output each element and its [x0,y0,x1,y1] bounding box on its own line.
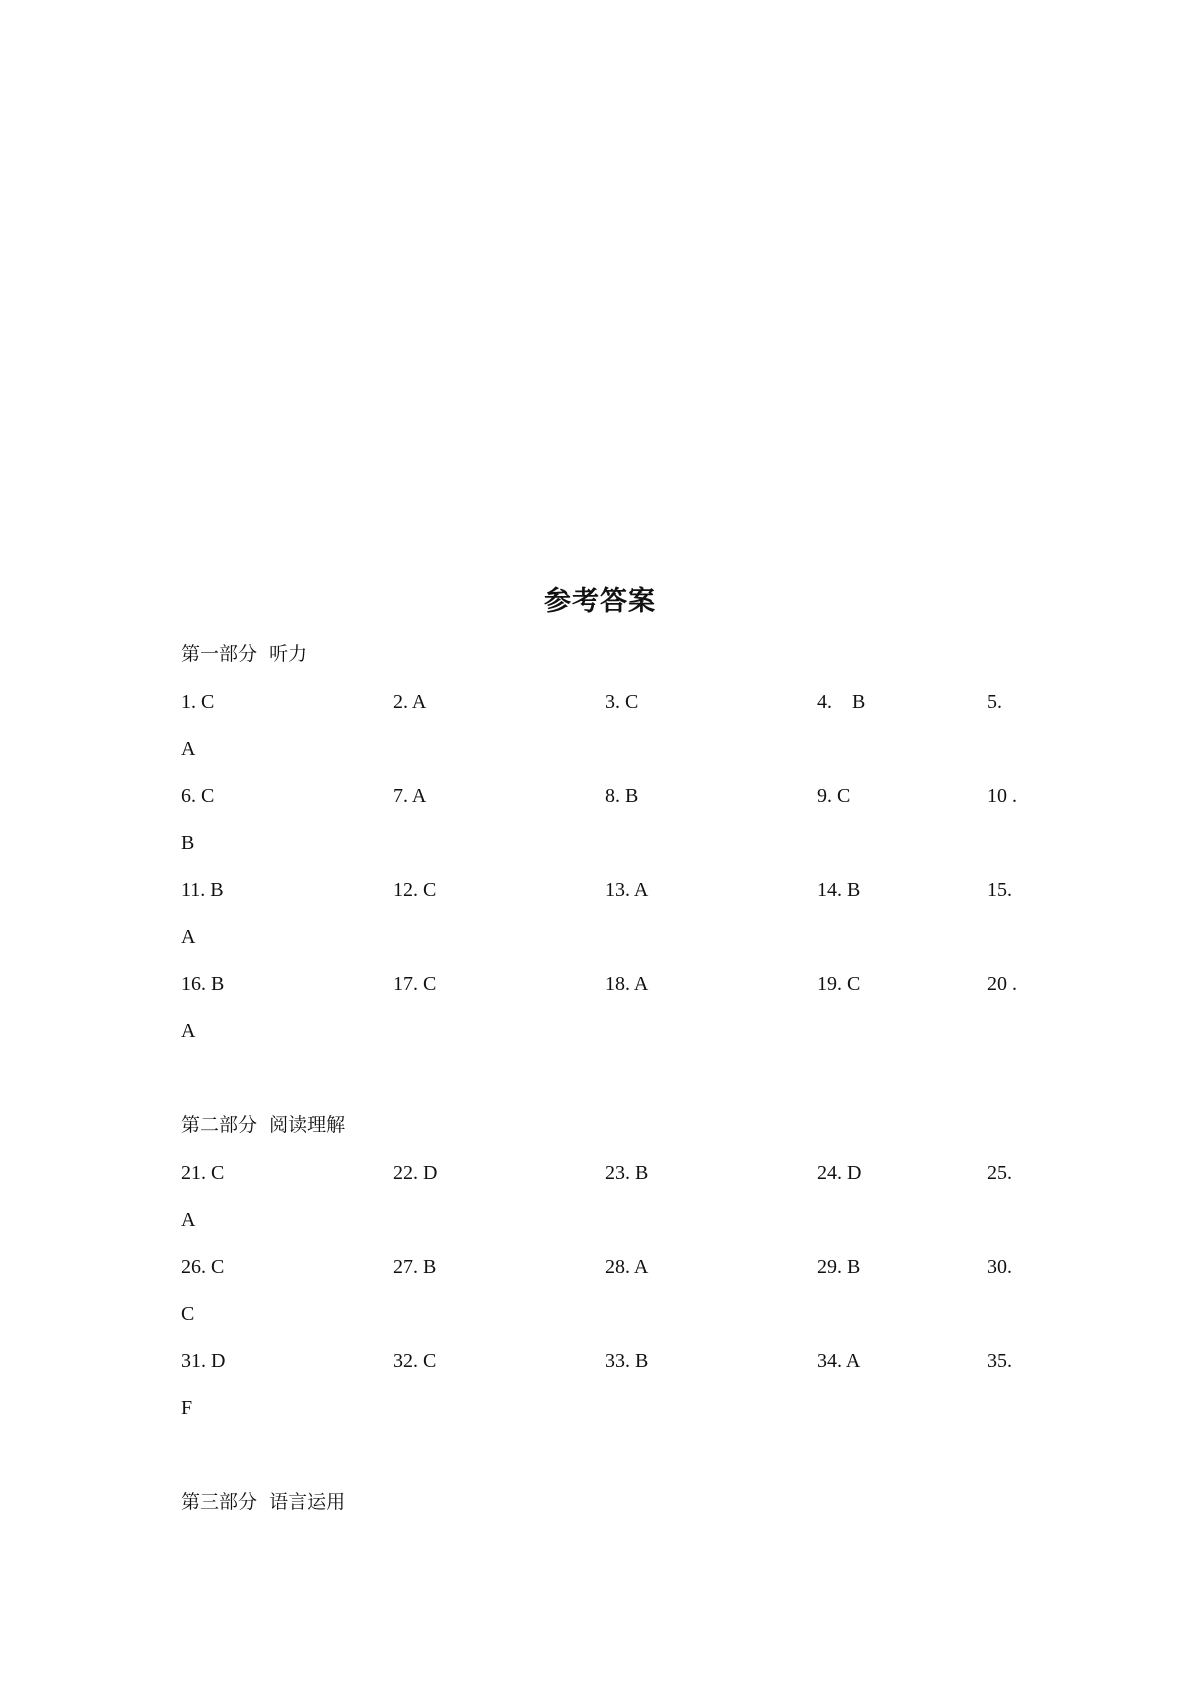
answer-item: 6. C [181,785,215,807]
answer-row [0,970,1200,1064]
answer-item: 24. D [817,1162,862,1184]
answer-item: 22. D [393,1162,438,1184]
answer-item: 21. C [181,1162,225,1184]
answer-row [0,1253,1200,1347]
answer-wrap-letter: A [181,926,196,948]
answer-item: 34. A [817,1350,861,1372]
answer-item: 23. B [605,1162,649,1184]
answer-item: 30. [987,1256,1012,1278]
answer-item: 9. C [817,785,851,807]
answer-row [0,876,1200,970]
answer-item: 4. B [817,691,866,713]
answer-item: 13. A [605,879,649,901]
answer-item: 12. C [393,879,437,901]
answer-item: 2. A [393,691,427,713]
answer-item: 32. C [393,1350,437,1372]
answer-item: 20 . [987,973,1017,995]
answer-wrap-letter: A [181,1209,196,1231]
answer-item: 27. B [393,1256,437,1278]
answer-item: 25. [987,1162,1012,1184]
answer-item: 26. C [181,1256,225,1278]
answer-item: 35. [987,1350,1012,1372]
answer-item: 16. B [181,973,225,995]
answer-row [0,1347,1200,1441]
answer-item: 3. C [605,691,639,713]
page-title: 参考答案 [544,586,656,617]
answer-item: 1. C [181,691,215,713]
answer-item: 8. B [605,785,639,807]
answer-wrap-letter: A [181,738,196,760]
answer-row [0,1159,1200,1253]
answer-item: 17. C [393,973,437,995]
answer-wrap-letter: A [181,1020,196,1042]
section-heading-reading: 第二部分 阅读理解 [181,1114,346,1136]
answer-wrap-letter: C [181,1303,195,1325]
section-heading-listening: 第一部分 听力 [181,643,308,665]
answer-item: 29. B [817,1256,861,1278]
section-heading-language-use: 第三部分 语言运用 [181,1491,346,1513]
answer-wrap-letter: B [181,832,195,854]
answer-item: 7. A [393,785,427,807]
answer-item: 14. B [817,879,861,901]
answer-row [0,688,1200,782]
answer-wrap-letter: F [181,1397,193,1419]
answer-item: 33. B [605,1350,649,1372]
answer-item: 10 . [987,785,1017,807]
answer-row [0,782,1200,876]
answer-item: 5. [987,691,1002,713]
answer-item: 15. [987,879,1012,901]
answer-item: 28. A [605,1256,649,1278]
answer-item: 31. D [181,1350,226,1372]
answer-item: 19. C [817,973,861,995]
answer-item: 18. A [605,973,649,995]
answer-item: 11. B [181,879,224,901]
